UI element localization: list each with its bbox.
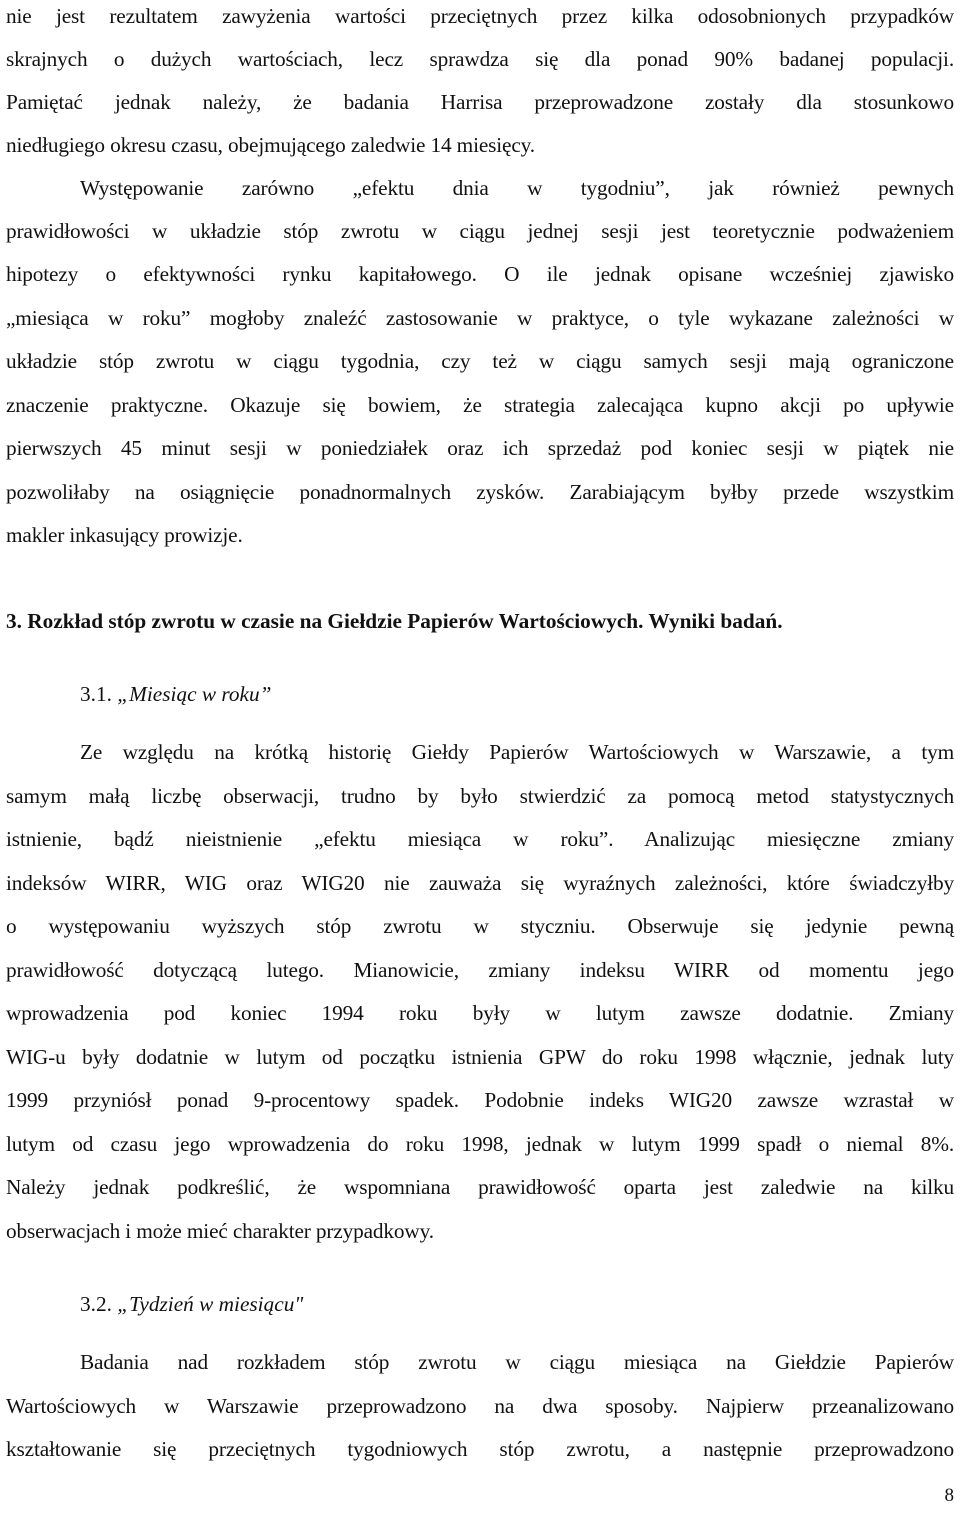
section-heading: 3. Rozkład stóp zwrotu w czasie na Giełdzie Papierów Wartościowych. Wyniki badań. — [6, 609, 783, 633]
paragraph-3-line: wprowadzenia pod koniec 1994 roku były w lutym zawsze dodatnie. Zmiany — [6, 1001, 954, 1025]
paragraph-1-line: nie jest rezultatem zawyżenia wartości przeciętnych przez kilka odosobnionych przypadków — [6, 4, 954, 28]
paragraph-2-line: Występowanie zarówno „efektu dnia w tygodniu”, jak również pewnych — [80, 176, 954, 200]
paragraph-1-line: Pamiętać jednak należy, że badania Harrisa przeprowadzone zostały dla stosunkowo — [6, 90, 954, 114]
subsection-1-title: „Miesiąc w roku” — [117, 682, 272, 706]
paragraph-4-line: kształtowanie się przeciętnych tygodniowych stóp zwrotu, a następnie przeprowadzono — [6, 1437, 954, 1461]
paragraph-2-line: pozwoliłaby na osiągnięcie ponadnormalnych zysków. Zarabiającym byłby przede wszystkim — [6, 480, 954, 504]
paragraph-3-line: Ze względu na krótką historię Giełdy Papierów Wartościowych w Warszawie, a tym — [80, 740, 954, 764]
paragraph-2-line: układzie stóp zwrotu w ciągu tygodnia, czy też w ciągu samych sesji mają ograniczone — [6, 349, 954, 373]
paragraph-2-line: pierwszych 45 minut sesji w poniedziałek oraz ich sprzedaż pod koniec sesji w piątek nie — [6, 436, 954, 460]
paragraph-3-line: Należy jednak podkreślić, że wspomniana prawidłowość oparta jest zaledwie na kilku — [6, 1175, 954, 1199]
paragraph-4-line: Badania nad rozkładem stóp zwrotu w ciągu miesiąca na Giełdzie Papierów — [80, 1350, 954, 1374]
subsection-2-number: 3.2. — [80, 1292, 112, 1316]
paragraph-2-line: hipotezy o efektywności rynku kapitałowego. O ile jednak opisane wcześniej zjawisko — [6, 262, 954, 286]
paragraph-3-line: indeksów WIRR, WIG oraz WIG20 nie zauważa się wyraźnych zależności, które świadczyłby — [6, 871, 954, 895]
paragraph-2-line: znaczenie praktyczne. Okazuje się bowiem, że strategia zalecająca kupno akcji po upływie — [6, 393, 954, 417]
subsection-2-heading — [80, 1289, 303, 1319]
paragraph-2-line: prawidłowości w układzie stóp zwrotu w ciągu jednej sesji jest teoretycznie podważeniem — [6, 219, 954, 243]
paragraph-1-line: niedługiego okresu czasu, obejmującego zaledwie 14 miesięcy. — [6, 133, 535, 157]
paragraph-3-line: istnienie, bądź nieistnienie „efektu miesiąca w roku”. Analizując miesięczne zmiany — [6, 827, 954, 851]
page-number: 8 — [944, 1485, 954, 1506]
paragraph-3-line: obserwacjach i może mieć charakter przypadkowy. — [6, 1219, 434, 1243]
paragraph-3-line: prawidłowość dotyczącą lutego. Mianowicie, zmiany indeksu WIRR od momentu jego — [6, 958, 954, 982]
paragraph-3-line: WIG-u były dodatnie w lutym od początku istnienia GPW do roku 1998 włącznie, jednak luty — [6, 1045, 954, 1069]
paragraph-3-line: samym małą liczbę obserwacji, trudno by było stwierdzić za pomocą metod statystycznych — [6, 784, 954, 808]
paragraph-3-line: o występowaniu wyższych stóp zwrotu w styczniu. Obserwuje się jedynie pewną — [6, 914, 954, 938]
paragraph-2-line: makler inkasujący prowizje. — [6, 523, 243, 547]
paragraph-4-line: Wartościowych w Warszawie przeprowadzono na dwa sposoby. Najpierw przeanalizowano — [6, 1394, 954, 1418]
subsection-2-title: „Tydzień w miesiącu" — [117, 1292, 304, 1316]
paragraph-3-line: 1999 przyniósł ponad 9-procentowy spadek. Podobnie indeks WIG20 zawsze wzrastał w — [6, 1088, 954, 1112]
paragraph-2-line: „miesiąca w roku” mogłoby znaleźć zastosowanie w praktyce, o tyle wykazane zależności w — [6, 306, 954, 330]
paragraph-1-line: skrajnych o dużych wartościach, lecz sprawdza się dla ponad 90% badanej populacji. — [6, 47, 954, 71]
paragraph-3-line: lutym od czasu jego wprowadzenia do roku 1998, jednak w lutym 1999 spadł o niemal 8%. — [6, 1132, 954, 1156]
subsection-1-number: 3.1. — [80, 682, 112, 706]
subsection-1-heading — [80, 679, 272, 709]
